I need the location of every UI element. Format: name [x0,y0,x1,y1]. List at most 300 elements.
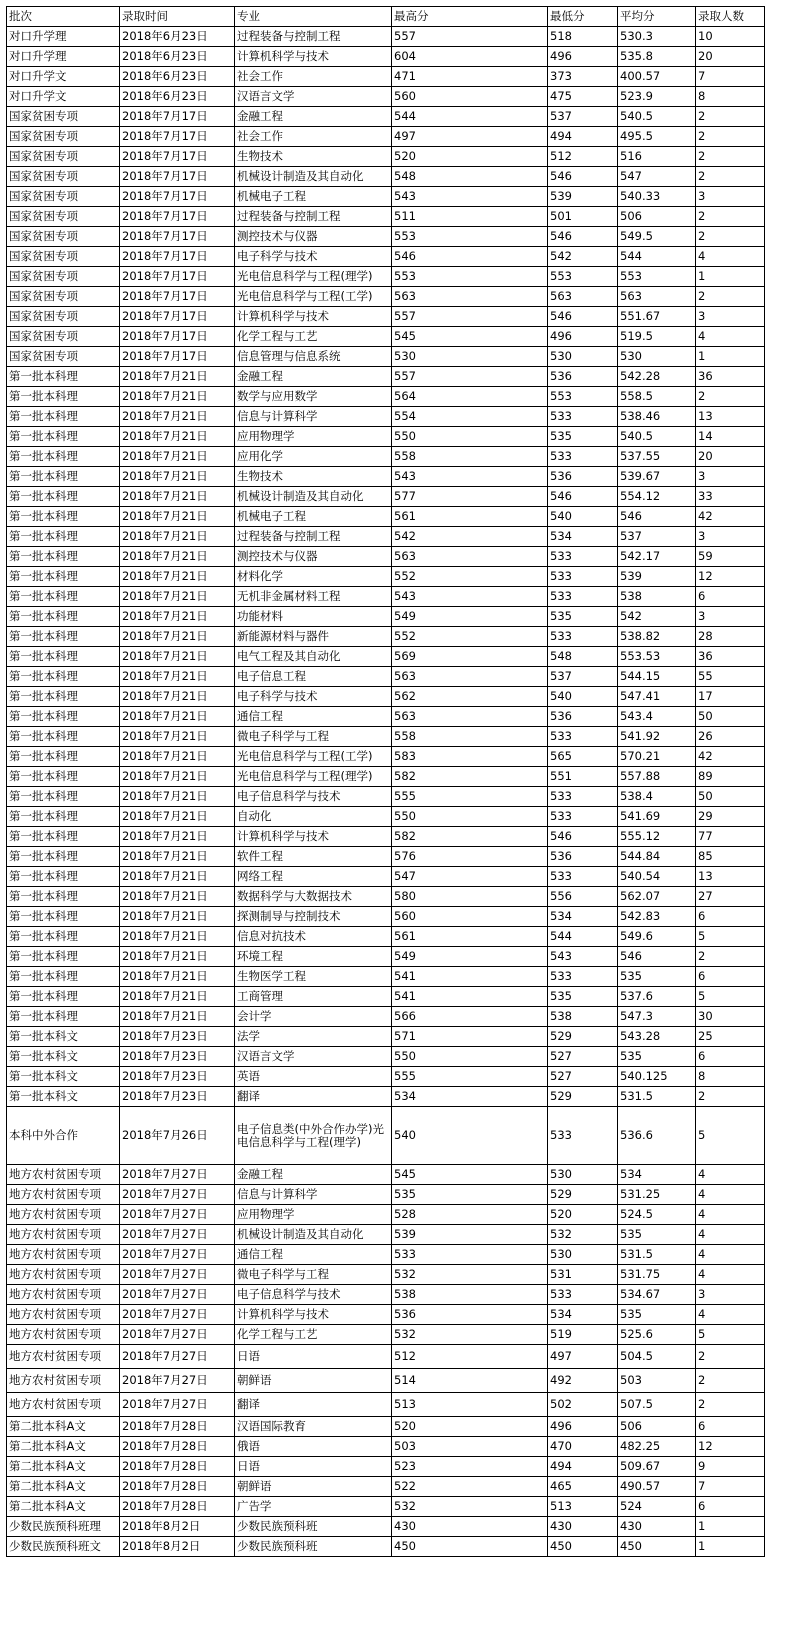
max-score-cell: 530 [392,347,548,367]
table-row [7,267,765,287]
batch-cell: 第一批本科理 [7,467,120,487]
max-score-cell: 544 [392,107,548,127]
table-row [7,1517,765,1537]
admitted-count-cell: 20 [696,447,765,467]
major-cell: 汉语国际教育 [235,1417,392,1437]
batch-cell: 地方农村贫困专项 [7,1245,120,1265]
batch-cell: 本科中外合作 [7,1107,120,1165]
min-score-cell: 536 [548,847,618,867]
admitted-count-cell: 14 [696,427,765,447]
date-cell: 2018年7月21日 [120,667,235,687]
batch-cell: 对口升学理 [7,47,120,67]
max-score-cell: 549 [392,947,548,967]
avg-score-cell: 549.5 [618,227,696,247]
header-cell-admitted: 录取人数 [696,7,765,27]
avg-score-cell: 539 [618,567,696,587]
batch-cell: 第二批本科A文 [7,1477,120,1497]
batch-cell: 第一批本科理 [7,407,120,427]
major-cell: 朝鲜语 [235,1369,392,1393]
avg-score-cell: 535.8 [618,47,696,67]
major-cell: 电气工程及其自动化 [235,647,392,667]
date-cell: 2018年7月17日 [120,207,235,227]
major-cell: 金融工程 [235,107,392,127]
major-cell: 过程装备与控制工程 [235,207,392,227]
table-row [7,787,765,807]
avg-score-cell: 562.07 [618,887,696,907]
avg-score-cell: 537.55 [618,447,696,467]
avg-score-cell: 543.4 [618,707,696,727]
min-score-cell: 497 [548,1345,618,1369]
admitted-count-cell: 4 [696,1205,765,1225]
major-cell: 环境工程 [235,947,392,967]
min-score-cell: 542 [548,247,618,267]
batch-cell: 国家贫困专项 [7,347,120,367]
min-score-cell: 529 [548,1027,618,1047]
max-score-cell: 511 [392,207,548,227]
avg-score-cell: 544 [618,247,696,267]
avg-score-cell: 542.17 [618,547,696,567]
max-score-cell: 566 [392,1007,548,1027]
avg-score-cell: 530 [618,347,696,367]
major-cell: 电子科学与技术 [235,247,392,267]
min-score-cell: 546 [548,227,618,247]
admitted-count-cell: 5 [696,1107,765,1165]
table-row [7,327,765,347]
date-cell: 2018年6月23日 [120,27,235,47]
batch-cell: 第一批本科理 [7,687,120,707]
table-row [7,1205,765,1225]
min-score-cell: 530 [548,347,618,367]
batch-cell: 第一批本科理 [7,667,120,687]
max-score-cell: 514 [392,1369,548,1393]
max-score-cell: 550 [392,427,548,447]
min-score-cell: 531 [548,1265,618,1285]
max-score-cell: 569 [392,647,548,667]
min-score-cell: 530 [548,1245,618,1265]
major-cell: 过程装备与控制工程 [235,527,392,547]
admitted-count-cell: 7 [696,67,765,87]
major-cell: 数学与应用数学 [235,387,392,407]
major-cell: 微电子科学与工程 [235,727,392,747]
major-cell: 光电信息科学与工程(工学) [235,287,392,307]
admitted-count-cell: 4 [696,1305,765,1325]
admitted-count-cell: 36 [696,367,765,387]
date-cell: 2018年7月21日 [120,707,235,727]
min-score-cell: 533 [548,727,618,747]
min-score-cell: 546 [548,167,618,187]
admitted-count-cell: 4 [696,327,765,347]
batch-cell: 第一批本科文 [7,1047,120,1067]
max-score-cell: 576 [392,847,548,867]
batch-cell: 第一批本科理 [7,847,120,867]
max-score-cell: 540 [392,1107,548,1165]
batch-cell: 国家贫困专项 [7,167,120,187]
major-cell: 光电信息科学与工程(工学) [235,747,392,767]
admitted-count-cell: 28 [696,627,765,647]
batch-cell: 第一批本科理 [7,527,120,547]
admitted-count-cell: 6 [696,1497,765,1517]
major-cell: 计算机科学与技术 [235,1305,392,1325]
major-cell: 信息与计算科学 [235,1185,392,1205]
admitted-count-cell: 20 [696,47,765,67]
max-score-cell: 520 [392,1417,548,1437]
admitted-count-cell: 1 [696,267,765,287]
max-score-cell: 557 [392,367,548,387]
avg-score-cell: 490.57 [618,1477,696,1497]
table-row [7,127,765,147]
date-cell: 2018年7月17日 [120,227,235,247]
date-cell: 2018年7月27日 [120,1185,235,1205]
min-score-cell: 430 [548,1517,618,1537]
admitted-count-cell: 36 [696,647,765,667]
date-cell: 2018年7月21日 [120,687,235,707]
max-score-cell: 545 [392,1165,548,1185]
admitted-count-cell: 2 [696,1393,765,1417]
major-cell: 机械设计制造及其自动化 [235,167,392,187]
avg-score-cell: 450 [618,1537,696,1557]
avg-score-cell: 531.5 [618,1245,696,1265]
admitted-count-cell: 3 [696,527,765,547]
major-cell: 翻译 [235,1087,392,1107]
max-score-cell: 550 [392,1047,548,1067]
max-score-cell: 430 [392,1517,548,1537]
min-score-cell: 533 [548,1285,618,1305]
date-cell: 2018年7月21日 [120,807,235,827]
date-cell: 2018年7月21日 [120,367,235,387]
batch-cell: 第一批本科理 [7,907,120,927]
max-score-cell: 561 [392,507,548,527]
min-score-cell: 502 [548,1393,618,1417]
major-cell: 探测制导与控制技术 [235,907,392,927]
min-score-cell: 533 [548,407,618,427]
min-score-cell: 540 [548,687,618,707]
avg-score-cell: 509.67 [618,1457,696,1477]
min-score-cell: 534 [548,527,618,547]
admitted-count-cell: 3 [696,307,765,327]
batch-cell: 第一批本科理 [7,607,120,627]
table-header [7,7,765,27]
major-cell: 生物技术 [235,147,392,167]
date-cell: 2018年7月17日 [120,267,235,287]
date-cell: 2018年7月17日 [120,247,235,267]
max-score-cell: 541 [392,987,548,1007]
max-score-cell: 558 [392,447,548,467]
date-cell: 2018年7月21日 [120,447,235,467]
admitted-count-cell: 8 [696,87,765,107]
date-cell: 2018年7月17日 [120,167,235,187]
major-cell: 过程装备与控制工程 [235,27,392,47]
batch-cell: 地方农村贫困专项 [7,1185,120,1205]
admitted-count-cell: 2 [696,1369,765,1393]
admitted-count-cell: 2 [696,287,765,307]
batch-cell: 地方农村贫困专项 [7,1165,120,1185]
min-score-cell: 553 [548,267,618,287]
avg-score-cell: 540.125 [618,1067,696,1087]
batch-cell: 国家贫困专项 [7,227,120,247]
date-cell: 2018年8月2日 [120,1537,235,1557]
table-row [7,547,765,567]
table-row [7,207,765,227]
date-cell: 2018年7月17日 [120,287,235,307]
table-row [7,447,765,467]
table-row [7,107,765,127]
admitted-count-cell: 12 [696,567,765,587]
avg-score-cell: 542 [618,607,696,627]
batch-cell: 地方农村贫困专项 [7,1265,120,1285]
batch-cell: 第一批本科理 [7,887,120,907]
avg-score-cell: 555.12 [618,827,696,847]
avg-score-cell: 547 [618,167,696,187]
min-score-cell: 546 [548,487,618,507]
avg-score-cell: 536.6 [618,1107,696,1165]
avg-score-cell: 553.53 [618,647,696,667]
admitted-count-cell: 1 [696,347,765,367]
table-row [7,1457,765,1477]
min-score-cell: 470 [548,1437,618,1457]
avg-score-cell: 538.46 [618,407,696,427]
batch-cell: 第一批本科理 [7,827,120,847]
min-score-cell: 529 [548,1087,618,1107]
max-score-cell: 542 [392,527,548,547]
table-row [7,1497,765,1517]
table-row [7,527,765,547]
table-row [7,487,765,507]
major-cell: 生物技术 [235,467,392,487]
admission-scores-table [6,6,765,1557]
date-cell: 2018年7月17日 [120,347,235,367]
avg-score-cell: 524 [618,1497,696,1517]
min-score-cell: 492 [548,1369,618,1393]
min-score-cell: 543 [548,947,618,967]
table-row [7,1047,765,1067]
table-row [7,827,765,847]
max-score-cell: 555 [392,787,548,807]
date-cell: 2018年7月28日 [120,1437,235,1457]
major-cell: 翻译 [235,1393,392,1417]
major-cell: 英语 [235,1067,392,1087]
table-row [7,1437,765,1457]
table-row [7,387,765,407]
max-score-cell: 497 [392,127,548,147]
batch-cell: 国家贫困专项 [7,207,120,227]
max-score-cell: 604 [392,47,548,67]
batch-cell: 第一批本科理 [7,987,120,1007]
table-row [7,1537,765,1557]
date-cell: 2018年7月27日 [120,1345,235,1369]
admitted-count-cell: 2 [696,947,765,967]
admitted-count-cell: 55 [696,667,765,687]
table-row [7,887,765,907]
min-score-cell: 533 [548,627,618,647]
date-cell: 2018年7月21日 [120,987,235,1007]
date-cell: 2018年7月27日 [120,1325,235,1345]
date-cell: 2018年7月27日 [120,1205,235,1225]
admitted-count-cell: 2 [696,167,765,187]
min-score-cell: 536 [548,467,618,487]
major-cell: 软件工程 [235,847,392,867]
max-score-cell: 545 [392,327,548,347]
table-row [7,687,765,707]
min-score-cell: 563 [548,287,618,307]
admitted-count-cell: 12 [696,1437,765,1457]
batch-cell: 第一批本科理 [7,427,120,447]
max-score-cell: 564 [392,387,548,407]
date-cell: 2018年6月23日 [120,87,235,107]
major-cell: 光电信息科学与工程(理学) [235,267,392,287]
max-score-cell: 543 [392,187,548,207]
avg-score-cell: 538.4 [618,787,696,807]
max-score-cell: 555 [392,1067,548,1087]
avg-score-cell: 531.5 [618,1087,696,1107]
admitted-count-cell: 33 [696,487,765,507]
min-score-cell: 527 [548,1047,618,1067]
min-score-cell: 373 [548,67,618,87]
avg-score-cell: 546 [618,507,696,527]
min-score-cell: 536 [548,707,618,727]
max-score-cell: 563 [392,707,548,727]
table-row [7,1285,765,1305]
min-score-cell: 532 [548,1225,618,1245]
min-score-cell: 546 [548,307,618,327]
avg-score-cell: 495.5 [618,127,696,147]
date-cell: 2018年6月23日 [120,47,235,67]
batch-cell: 国家贫困专项 [7,267,120,287]
min-score-cell: 529 [548,1185,618,1205]
date-cell: 2018年7月21日 [120,627,235,647]
admitted-count-cell: 3 [696,187,765,207]
max-score-cell: 549 [392,607,548,627]
major-cell: 自动化 [235,807,392,827]
avg-score-cell: 535 [618,1225,696,1245]
max-score-cell: 563 [392,287,548,307]
avg-score-cell: 542.83 [618,907,696,927]
major-cell: 俄语 [235,1437,392,1457]
admitted-count-cell: 4 [696,1185,765,1205]
min-score-cell: 535 [548,607,618,627]
max-score-cell: 553 [392,267,548,287]
major-cell: 微电子科学与工程 [235,1265,392,1285]
min-score-cell: 496 [548,327,618,347]
admitted-count-cell: 8 [696,1067,765,1087]
date-cell: 2018年7月17日 [120,147,235,167]
avg-score-cell: 544.15 [618,667,696,687]
table-row [7,967,765,987]
avg-score-cell: 546 [618,947,696,967]
table-row [7,187,765,207]
table-row [7,167,765,187]
date-cell: 2018年7月21日 [120,507,235,527]
table-row [7,907,765,927]
admitted-count-cell: 9 [696,1457,765,1477]
batch-cell: 对口升学文 [7,67,120,87]
admitted-count-cell: 50 [696,707,765,727]
date-cell: 2018年7月28日 [120,1457,235,1477]
admitted-count-cell: 1 [696,1537,765,1557]
major-cell: 广告学 [235,1497,392,1517]
admitted-count-cell: 27 [696,887,765,907]
min-score-cell: 535 [548,427,618,447]
major-cell: 通信工程 [235,1245,392,1265]
batch-cell: 第一批本科理 [7,707,120,727]
major-cell: 新能源材料与器件 [235,627,392,647]
table-row [7,747,765,767]
avg-score-cell: 524.5 [618,1205,696,1225]
admitted-count-cell: 6 [696,967,765,987]
max-score-cell: 548 [392,167,548,187]
table-row [7,507,765,527]
batch-cell: 第一批本科理 [7,387,120,407]
batch-cell: 第一批本科理 [7,547,120,567]
batch-cell: 第一批本科理 [7,567,120,587]
avg-score-cell: 540.5 [618,427,696,447]
min-score-cell: 534 [548,907,618,927]
major-cell: 日语 [235,1457,392,1477]
date-cell: 2018年6月23日 [120,67,235,87]
date-cell: 2018年7月21日 [120,587,235,607]
max-score-cell: 528 [392,1205,548,1225]
major-cell: 会计学 [235,1007,392,1027]
admitted-count-cell: 30 [696,1007,765,1027]
date-cell: 2018年7月27日 [120,1265,235,1285]
batch-cell: 少数民族预科班文 [7,1537,120,1557]
date-cell: 2018年7月21日 [120,847,235,867]
table-row [7,867,765,887]
admitted-count-cell: 2 [696,1087,765,1107]
major-cell: 信息与计算科学 [235,407,392,427]
header-cell-min-score: 最低分 [548,7,618,27]
date-cell: 2018年7月21日 [120,827,235,847]
batch-cell: 第一批本科理 [7,627,120,647]
date-cell: 2018年7月27日 [120,1305,235,1325]
batch-cell: 第一批本科理 [7,1007,120,1027]
major-cell: 金融工程 [235,1165,392,1185]
avg-score-cell: 547.3 [618,1007,696,1027]
major-cell: 电子信息科学与技术 [235,1285,392,1305]
admitted-count-cell: 85 [696,847,765,867]
min-score-cell: 556 [548,887,618,907]
major-cell: 朝鲜语 [235,1477,392,1497]
date-cell: 2018年7月27日 [120,1165,235,1185]
admitted-count-cell: 77 [696,827,765,847]
batch-cell: 地方农村贫困专项 [7,1205,120,1225]
table-row [7,1087,765,1107]
batch-cell: 第一批本科理 [7,587,120,607]
min-score-cell: 551 [548,767,618,787]
max-score-cell: 553 [392,227,548,247]
date-cell: 2018年7月21日 [120,907,235,927]
table-row [7,1245,765,1265]
date-cell: 2018年7月23日 [120,1047,235,1067]
batch-cell: 第一批本科理 [7,867,120,887]
min-score-cell: 512 [548,147,618,167]
max-score-cell: 536 [392,1305,548,1325]
avg-score-cell: 506 [618,1417,696,1437]
avg-score-cell: 563 [618,287,696,307]
max-score-cell: 562 [392,687,548,707]
major-cell: 法学 [235,1027,392,1047]
avg-score-cell: 547.41 [618,687,696,707]
major-cell: 电子信息类(中外合作办学)光电信息科学与工程(理学) [235,1107,392,1165]
avg-score-cell: 542.28 [618,367,696,387]
table-row [7,67,765,87]
table-row [7,87,765,107]
avg-score-cell: 549.6 [618,927,696,947]
min-score-cell: 553 [548,387,618,407]
admitted-count-cell: 4 [696,1265,765,1285]
avg-score-cell: 504.5 [618,1345,696,1369]
major-cell: 汉语言文学 [235,87,392,107]
table-row [7,407,765,427]
